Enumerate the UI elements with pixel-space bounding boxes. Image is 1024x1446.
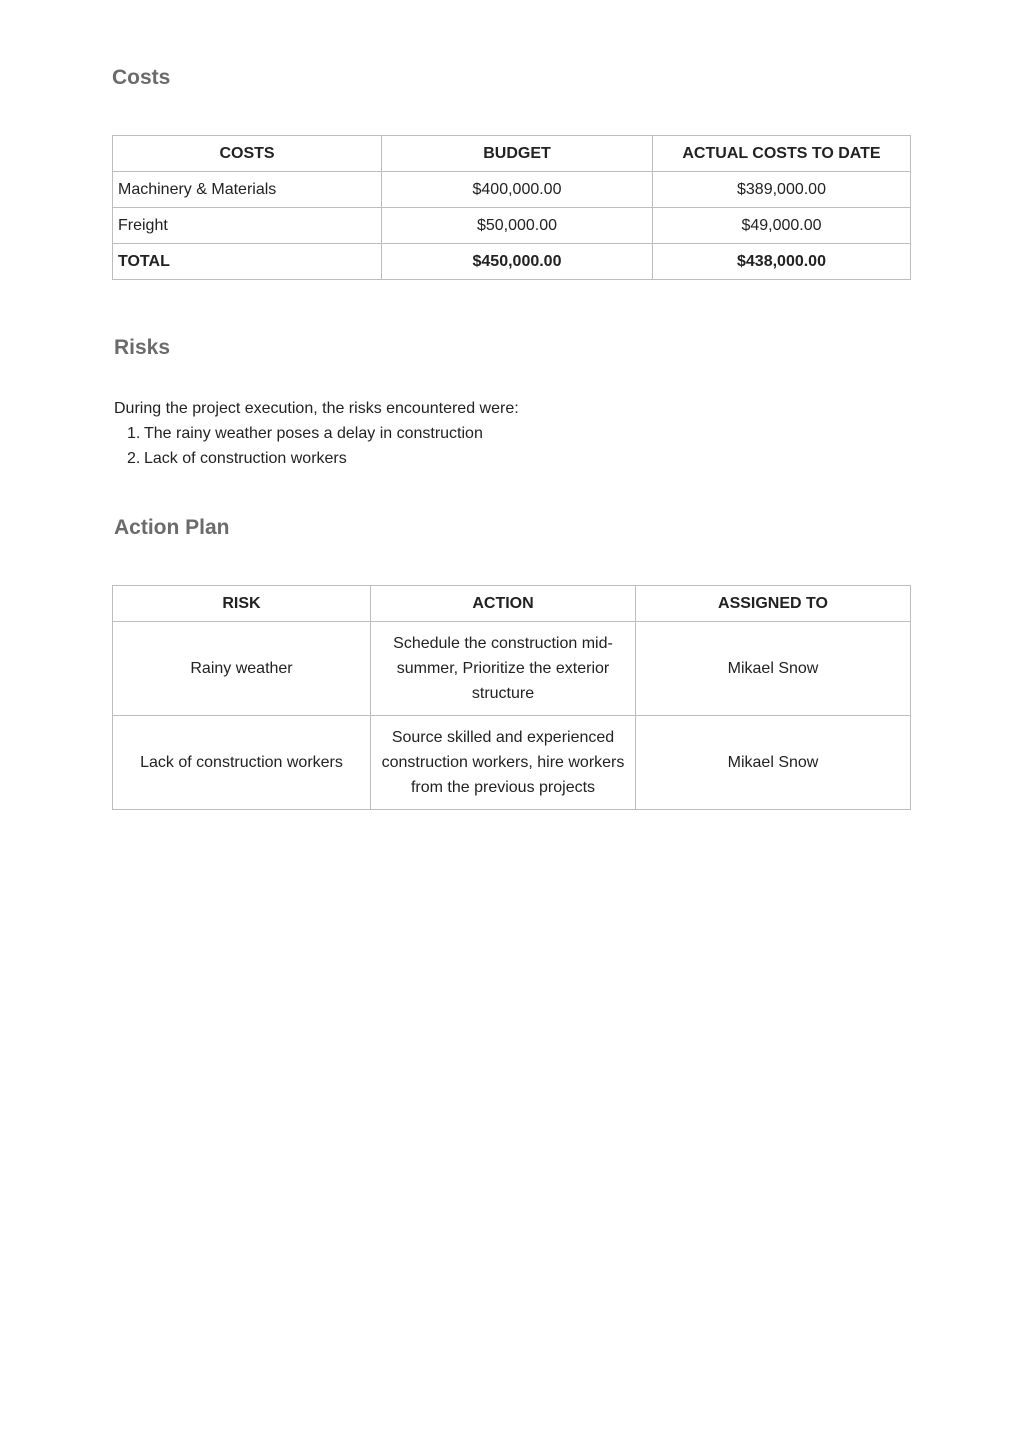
cost-item: Freight bbox=[113, 208, 382, 244]
costs-total-row bbox=[113, 244, 911, 280]
action-assignee: Mikael Snow bbox=[636, 622, 911, 716]
total-actual: $438,000.00 bbox=[653, 244, 911, 280]
cost-actual: $389,000.00 bbox=[653, 172, 911, 208]
risks-list bbox=[114, 421, 483, 471]
action-header-assigned: ASSIGNED TO bbox=[636, 586, 911, 622]
costs-heading: Costs bbox=[112, 66, 171, 89]
action-plan-table bbox=[112, 585, 911, 810]
cost-actual: $49,000.00 bbox=[653, 208, 911, 244]
list-text: Lack of construction workers bbox=[144, 450, 347, 467]
costs-header-costs: COSTS bbox=[113, 136, 382, 172]
costs-header-budget: BUDGET bbox=[382, 136, 653, 172]
risks-intro: During the project execution, the risks encountered were: bbox=[114, 400, 519, 417]
action-description: Source skilled and experienced construction workers, hire workers from the previous projects bbox=[371, 716, 636, 810]
table-row bbox=[113, 172, 911, 208]
action-description: Schedule the construction mid-summer, Prioritize the exterior structure bbox=[371, 622, 636, 716]
action-header-action: ACTION bbox=[371, 586, 636, 622]
action-header-risk: RISK bbox=[113, 586, 371, 622]
list-number: 2. bbox=[127, 450, 141, 467]
table-row bbox=[113, 622, 911, 716]
action-risk: Rainy weather bbox=[113, 622, 371, 716]
costs-header-row bbox=[113, 136, 911, 172]
cost-budget: $400,000.00 bbox=[382, 172, 653, 208]
action-header-row bbox=[113, 586, 911, 622]
table-row bbox=[113, 208, 911, 244]
risks-heading: Risks bbox=[114, 336, 171, 359]
list-item bbox=[114, 421, 483, 446]
list-number: 1. bbox=[127, 425, 141, 442]
list-text: The rainy weather poses a delay in construction bbox=[144, 425, 483, 442]
costs-header-actual: ACTUAL COSTS TO DATE bbox=[653, 136, 911, 172]
action-risk: Lack of construction workers bbox=[113, 716, 371, 810]
cost-budget: $50,000.00 bbox=[382, 208, 653, 244]
action-plan-heading: Action Plan bbox=[114, 516, 230, 539]
list-item bbox=[114, 446, 483, 471]
total-label: TOTAL bbox=[113, 244, 382, 280]
total-budget: $450,000.00 bbox=[382, 244, 653, 280]
action-assignee: Mikael Snow bbox=[636, 716, 911, 810]
costs-table bbox=[112, 135, 911, 280]
cost-item: Machinery & Materials bbox=[113, 172, 382, 208]
table-row bbox=[113, 716, 911, 810]
